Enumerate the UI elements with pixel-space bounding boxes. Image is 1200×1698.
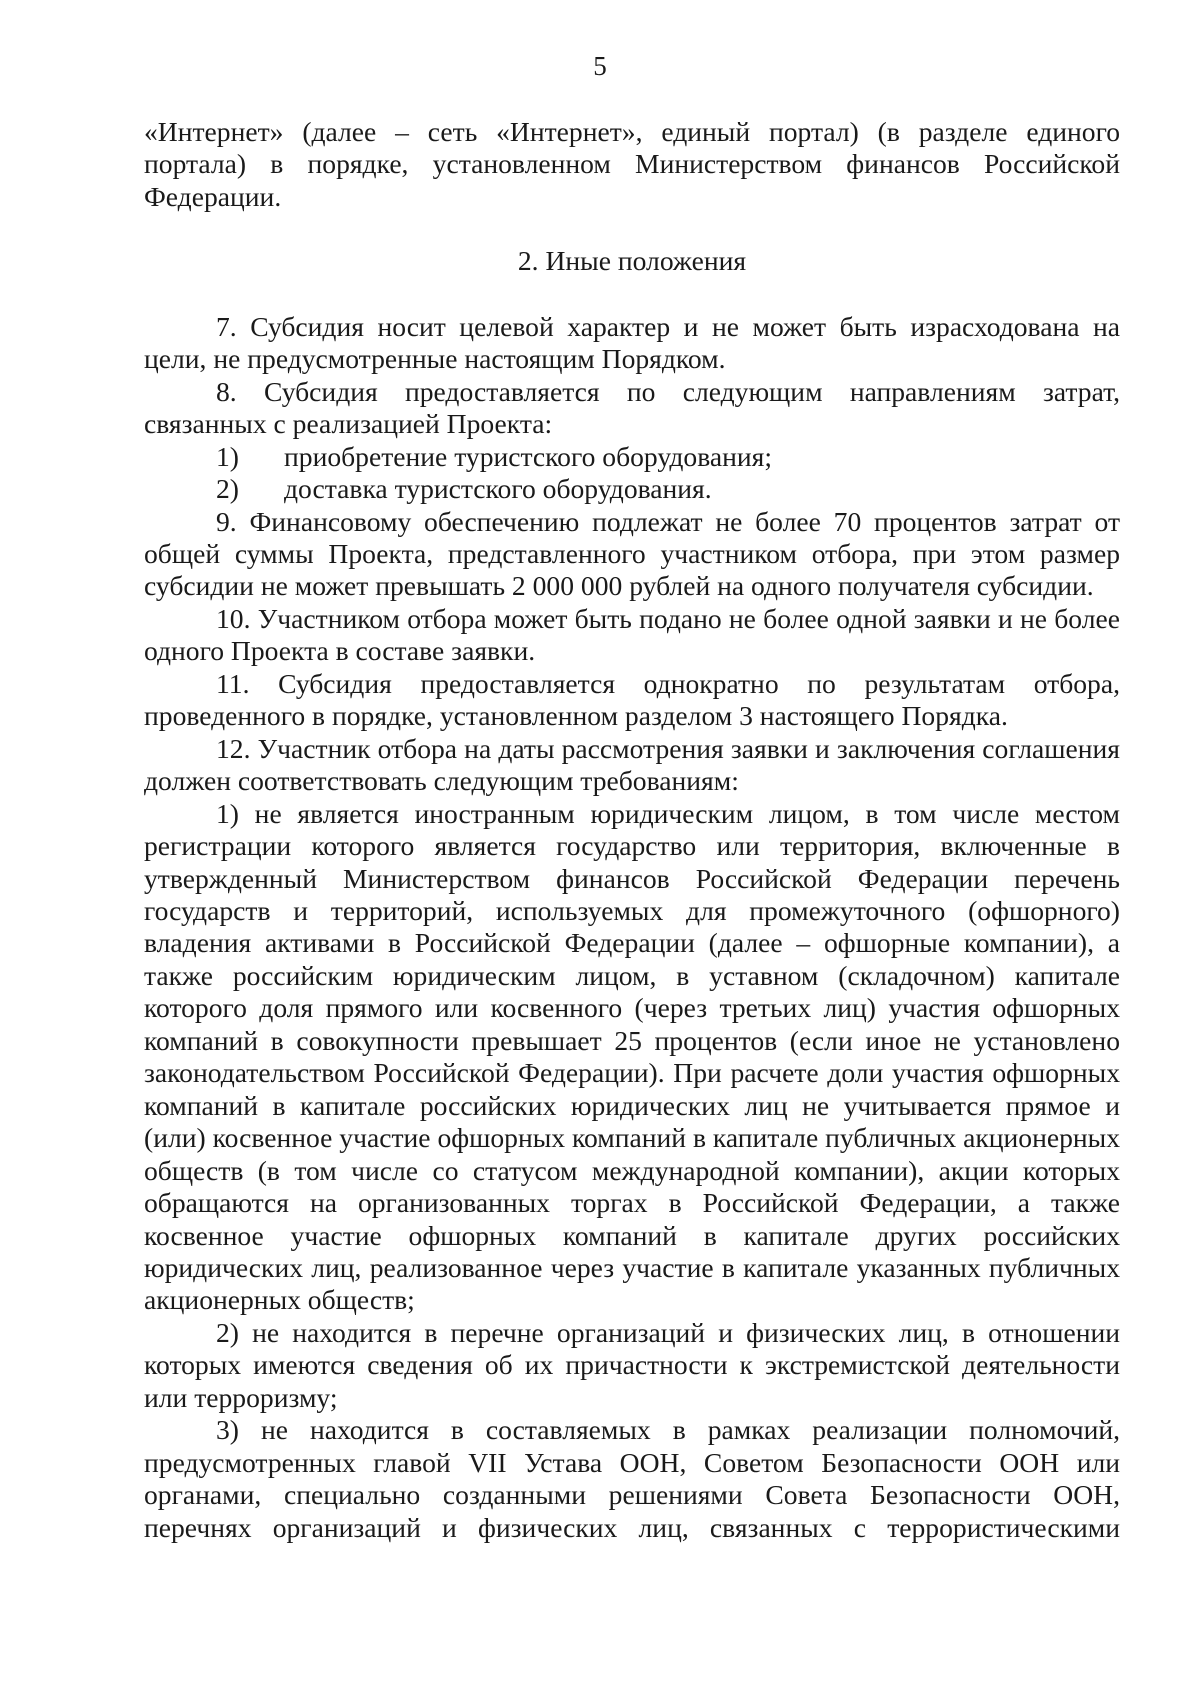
section-heading: 2. Иные положения [517, 245, 747, 277]
list-item [144, 473, 1120, 505]
paragraph-12: 12. Участник отбора на даты рассмотрения заявки и заключения соглашения должен соответствовать следующим требованиям: [144, 732, 1120, 797]
paragraph-12-item-1: 1) не является иностранным юридическим лицом, в том числе местом регистрации которого является государство или территория, включенные в утвержденный Министерством финансов Российской Федерации перечень государств и территорий, используемых для промежуточного (офшорного) владения активами в Российской Федерации (далее – офшорные компании), а также российским юридическим лицом, в уставном (складочном) капитале которого доля прямого или косвенного (через третьих лиц) участия офшорных компаний в совокупности превышает 25 процентов (если иное не установлено законодательством Российской Федерации). При расчете доли участия офшорных компаний в капитале российских юридических лиц не учитывается прямое и (или) косвенное участие офшорных компаний в капитале публичных акционерных обществ (в том числе со статусом международной компании), акции которых обращаются на организованных торгах в Российской Федерации, а также косвенное участие офшорных компаний в капитале других российских юридических лиц, реализованное через участие в капитале указанных публичных акционерных обществ; [144, 797, 1120, 1316]
paragraph-continuation: «Интернет» (далее – сеть «Интернет», единый портал) (в разделе единого портала) в порядке, установленном Министерством финансов Российской Федерации. [144, 116, 1120, 212]
document-body [144, 116, 1120, 1544]
paragraph-12-item-3: 3) не находится в составляемых в рамках реализации полномочий, предусмотренных главой VII Устава ООН, Советом Безопасности ООН или органами, специально созданными решениями Совета Безопасности ООН, перечнях организаций и физических лиц, связанных с террористическими [144, 1414, 1120, 1543]
paragraph-8: 8. Субсидия предоставляется по следующим направлениям затрат, связанных с реализацией Проекта: [144, 375, 1120, 440]
list-item-number: 1) [216, 440, 239, 472]
paragraph-10: 10. Участником отбора может быть подано не более одной заявки и не более одного Проекта в составе заявки. [144, 602, 1120, 667]
list-item-text: доставка туристского оборудования. [284, 473, 712, 505]
paragraph-7: 7. Субсидия носит целевой характер и не может быть израсходована на цели, не предусмотренные настоящим Порядком. [144, 310, 1120, 375]
page-number: 5 [593, 51, 607, 81]
paragraph-12-item-2: 2) не находится в перечне организаций и физических лиц, в отношении которых имеются сведения об их причастности к экстремистской деятельности или терроризму; [144, 1316, 1120, 1413]
list-item [144, 441, 1120, 473]
paragraph-9: 9. Финансовому обеспечению подлежат не более 70 процентов затрат от общей суммы Проекта, представленного участником отбора, при этом размер субсидии не может превышать 2 000 000 рублей на одного получателя субсидии. [144, 505, 1120, 602]
paragraph-11: 11. Субсидия предоставляется однократно по результатам отбора, проведенного в порядке, установленном разделом 3 настоящего Порядка. [144, 667, 1120, 732]
list-item-text: приобретение туристского оборудования; [284, 440, 773, 472]
list-item-number: 2) [216, 473, 239, 505]
